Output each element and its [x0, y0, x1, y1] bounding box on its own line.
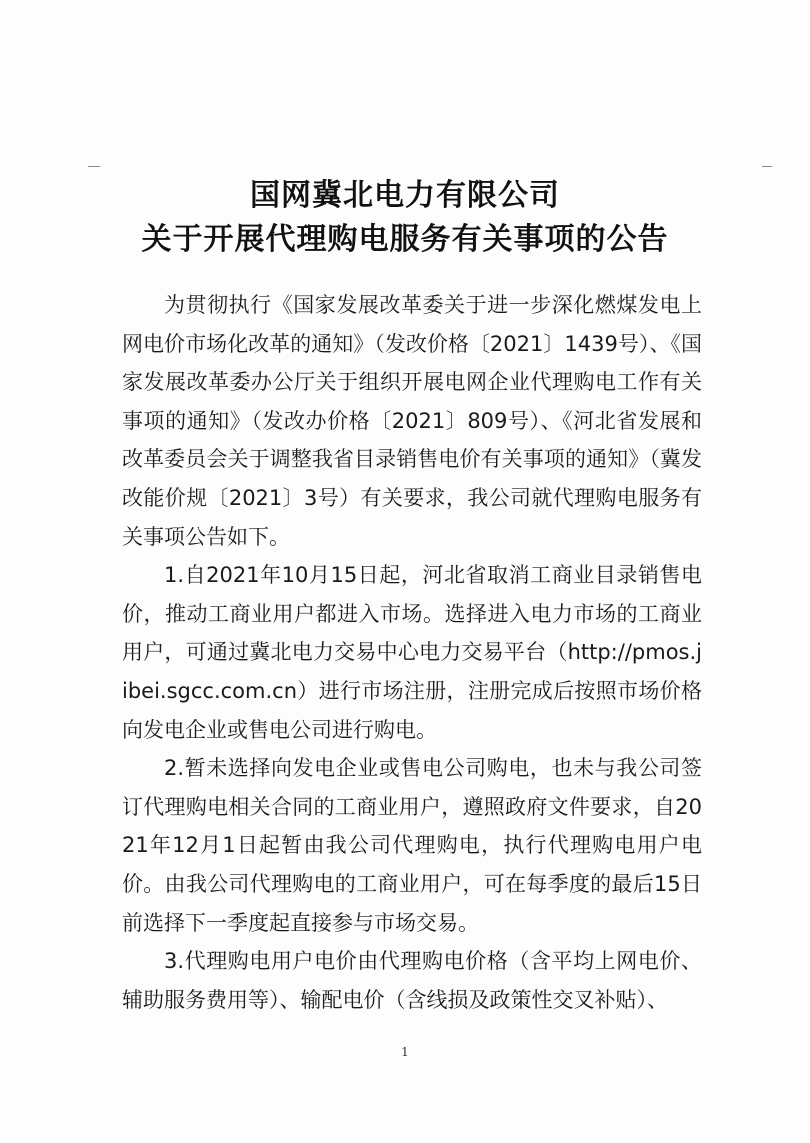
item-1-paragraph: 1.自2021年10月15日起，河北省取消工商业目录销售电价，推动工商业用户都进入市场。选择进入电力市场的工商业用户，可通过冀北电力交易中心电力交易平台（http://pmos.jibei.sgcc.com.cn）进行市场注册，注册完成后按照市场价格向发电企业或售电公司进行购电。 — [122, 563, 702, 742]
intro-paragraph: 为贯彻执行《国家发展改革委关于进一步深化燃煤发电上网电价市场化改革的通知》（发改价格〔2021〕1439号）、《国家发展改革委办公厅关于组织开展电网企业代理购电工作有关事项的通知》（发改办价格〔2021〕809号）、《河北省发展和改革委员会关于调整我省目录销售电价有关事项的通知》（冀发改能价规〔2021〕3号）有关要求，我公司就代理购电服务有关事项公告如下。 — [122, 293, 702, 549]
item-2-paragraph: 2.暂未选择向发电企业或售电公司购电，也未与我公司签订代理购电相关合同的工商业用户，遵照政府文件要求，自2021年12月1日起暂由我公司代理购电，执行代理购电用户电价。由我公司代理购电的工商业用户，可在每季度的最后15日前选择下一季度起直接参与市场交易。 — [122, 756, 702, 935]
scan-mark-right — [762, 166, 772, 167]
page-number: 1 — [401, 1045, 409, 1059]
scan-mark-left — [88, 166, 100, 167]
document-body — [122, 286, 702, 1019]
item-3-paragraph: 3.代理购电用户电价由代理购电价格（含平均上网电价、辅助服务费用等）、输配电价（含线损及政策性交叉补贴）、 — [122, 949, 702, 1012]
document-title-line1: 国网冀北电力有限公司 — [250, 178, 560, 213]
document-title-line2: 关于开展代理购电服务有关事项的公告 — [141, 222, 669, 257]
